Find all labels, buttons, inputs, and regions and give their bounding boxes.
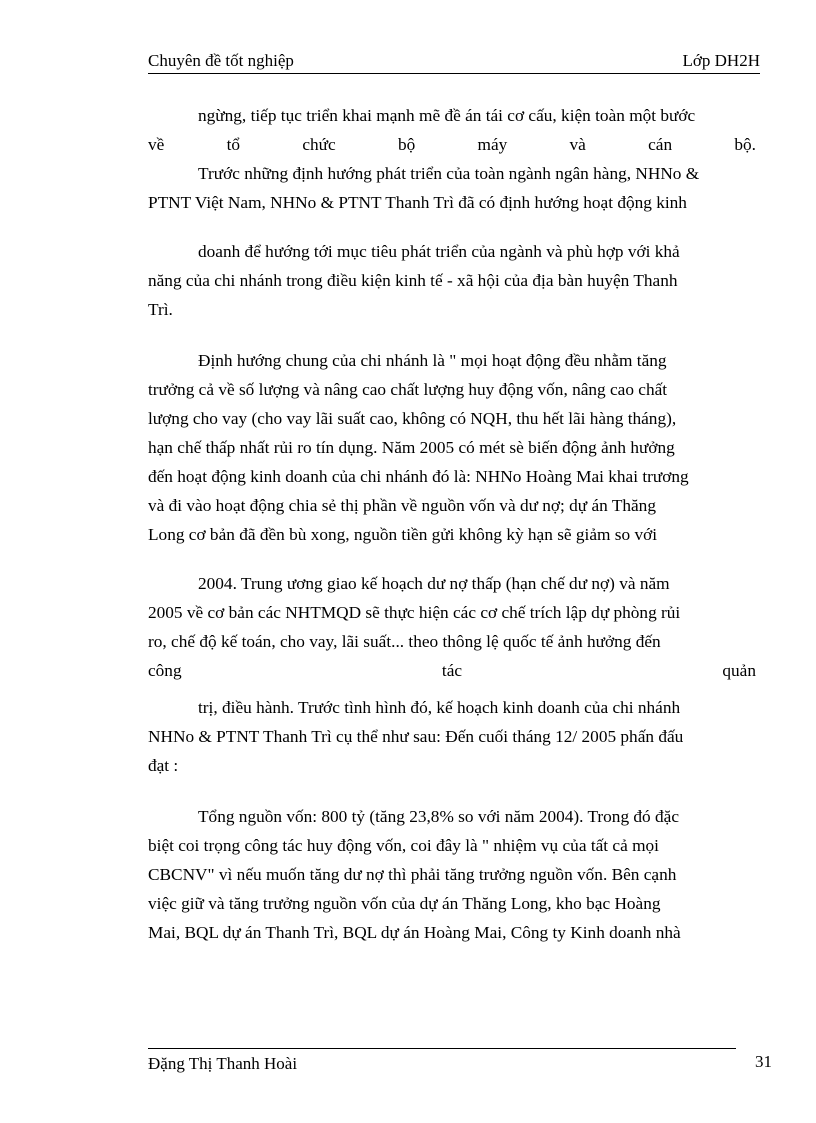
- text-line: trị, điều hành. Trước tình hình đó, kế hoạch kinh doanh của chi nhánh: [198, 698, 681, 717]
- text-line: 2005 về cơ bản các NHTMQD sẽ thực hiện các cơ chế trích lập dự phòng rủi: [148, 603, 681, 622]
- text-line: Tổng nguồn vốn: 800 tỷ (tăng 23,8% so với năm 2004). Trong đó đặc: [198, 807, 679, 826]
- text-line: lượng cho vay (cho vay lãi suất cao, không có NQH, thu hết lãi hàng tháng),: [148, 409, 677, 428]
- text-line: PTNT Việt Nam, NHNo & PTNT Thanh Trì đã có định hướng hoạt động kinh: [148, 193, 687, 212]
- page-header: [148, 49, 760, 74]
- text-line: CBCNV" vì nếu muốn tăng dư nợ thì phải tăng trưởng nguồn vốn. Bên cạnh: [148, 865, 677, 884]
- text-line: biệt coi trọng công tác huy động vốn, coi đây là " nhiệm vụ của tất cả mọi: [148, 836, 659, 855]
- text-line: ngừng, tiếp tục triển khai mạnh mẽ đề án tái cơ cấu, kiện toàn một bước: [198, 106, 696, 125]
- footer-author: Đặng Thị Thanh Hoài: [148, 1054, 298, 1073]
- text-line: ro, chế độ kế toán, cho vay, lãi suất... theo thông lệ quốc tế ảnh hưởng đến: [148, 632, 661, 651]
- text-line: Mai, BQL dự án Thanh Trì, BQL dự án Hoàng Mai, Công ty Kinh doanh nhà: [148, 923, 681, 942]
- text-line: Định hướng chung của chi nhánh là " mọi hoạt động đều nhằm tăng: [198, 351, 667, 370]
- body-text: [148, 101, 756, 947]
- text-line: Trì.: [148, 300, 173, 319]
- text-line: việc giữ và tăng trưởng nguồn vốn của dự án Thăng Long, kho bạc Hoàng: [148, 894, 661, 913]
- text-line: đến hoạt động kinh doanh của chi nhánh đó là: NHNo Hoàng Mai khai trương: [148, 467, 689, 486]
- text-line: hạn chế thấp nhất rủi ro tín dụng. Năm 2005 có mét sè biến động ảnh hưởng: [148, 438, 675, 457]
- text-line: 2004. Trung ương giao kế hoạch dư nợ thấp (hạn chế dư nợ) và năm: [198, 574, 670, 593]
- text-line: về tổ chức bộ máy và cán bộ.: [148, 135, 756, 154]
- footer-divider: [148, 1048, 736, 1049]
- text-line: năng của chi nhánh trong điều kiện kinh tế - xã hội của địa bàn huyện Thanh: [148, 271, 678, 290]
- text-line: công tác quản: [148, 661, 756, 680]
- text-line: NHNo & PTNT Thanh Trì cụ thể như sau: Đến cuối tháng 12/ 2005 phấn đấu: [148, 727, 684, 746]
- header-title: Chuyên đề tốt nghiệp: [148, 51, 294, 70]
- text-line: doanh để hướng tới mục tiêu phát triển của ngành và phù hợp với khả: [198, 242, 680, 261]
- page-number: 31: [755, 1052, 772, 1071]
- text-line: Long cơ bản đã đền bù xong, nguồn tiền gửi không kỳ hạn sẽ giảm so với: [148, 525, 658, 544]
- text-line: Trước những định hướng phát triển của toàn ngành ngân hàng, NHNo &: [198, 164, 700, 183]
- text-line: đạt :: [148, 756, 179, 775]
- header-class: Lớp DH2H: [682, 51, 760, 70]
- text-line: và đi vào hoạt động chia sẻ thị phần về nguồn vốn và dư nợ; dự án Thăng: [148, 496, 656, 515]
- text-line: trưởng cả về số lượng và nâng cao chất lượng huy động vốn, nâng cao chất: [148, 380, 668, 399]
